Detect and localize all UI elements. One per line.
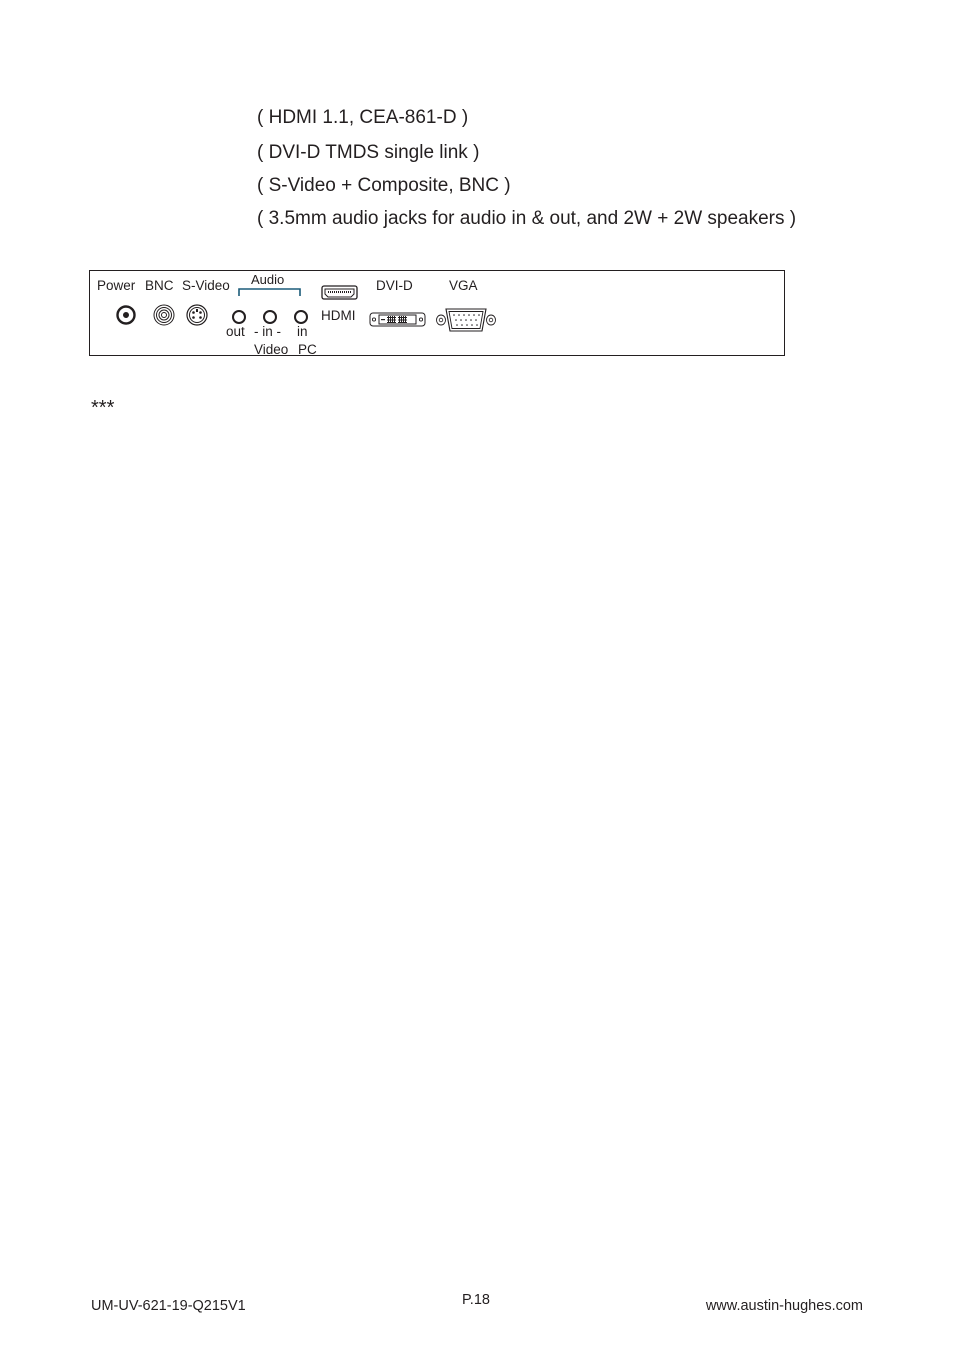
video-label: Video xyxy=(254,342,289,357)
power-label: Power xyxy=(97,278,136,293)
svideo-connector-icon xyxy=(186,304,208,326)
spec-video: ( S-Video + Composite, BNC ) xyxy=(257,175,511,196)
audio-in-label: in xyxy=(297,324,308,339)
audio-out-jack-icon xyxy=(231,309,247,325)
pc-label: PC xyxy=(298,342,317,357)
page-number: P.18 xyxy=(462,1292,490,1308)
vga-connector-icon xyxy=(435,307,497,333)
spec-audio: ( 3.5mm audio jacks for audio in & out, and 2W + 2W speakers ) xyxy=(257,208,797,229)
website-link[interactable]: www.austin-hughes.com xyxy=(705,1298,863,1314)
rear-io-panel-diagram xyxy=(89,270,785,356)
audio-label: Audio xyxy=(251,272,285,287)
bnc-label: BNC xyxy=(145,278,174,293)
spec-dvi: ( DVI-D TMDS single link ) xyxy=(257,142,480,163)
audio-out-label: out xyxy=(226,324,245,339)
document-code: UM-UV-621-19-Q215V1 xyxy=(91,1298,246,1314)
footnote-stars: *** xyxy=(91,397,115,419)
audio-in-mid-label: - in - xyxy=(254,324,281,339)
svideo-label: S-Video xyxy=(182,278,230,293)
audio-video-in-jack-icon xyxy=(262,309,278,325)
bnc-connector-icon xyxy=(153,304,175,326)
vga-label: VGA xyxy=(449,278,478,293)
spec-hdmi: ( HDMI 1.1, CEA-861-D ) xyxy=(257,107,469,128)
power-jack-icon xyxy=(116,305,136,325)
audio-bracket xyxy=(238,287,302,297)
hdmi-label: HDMI xyxy=(321,308,356,323)
dvid-label: DVI-D xyxy=(376,278,413,293)
hdmi-connector-icon xyxy=(321,285,359,301)
audio-pc-in-jack-icon xyxy=(293,309,309,325)
dvid-connector-icon xyxy=(369,311,427,329)
